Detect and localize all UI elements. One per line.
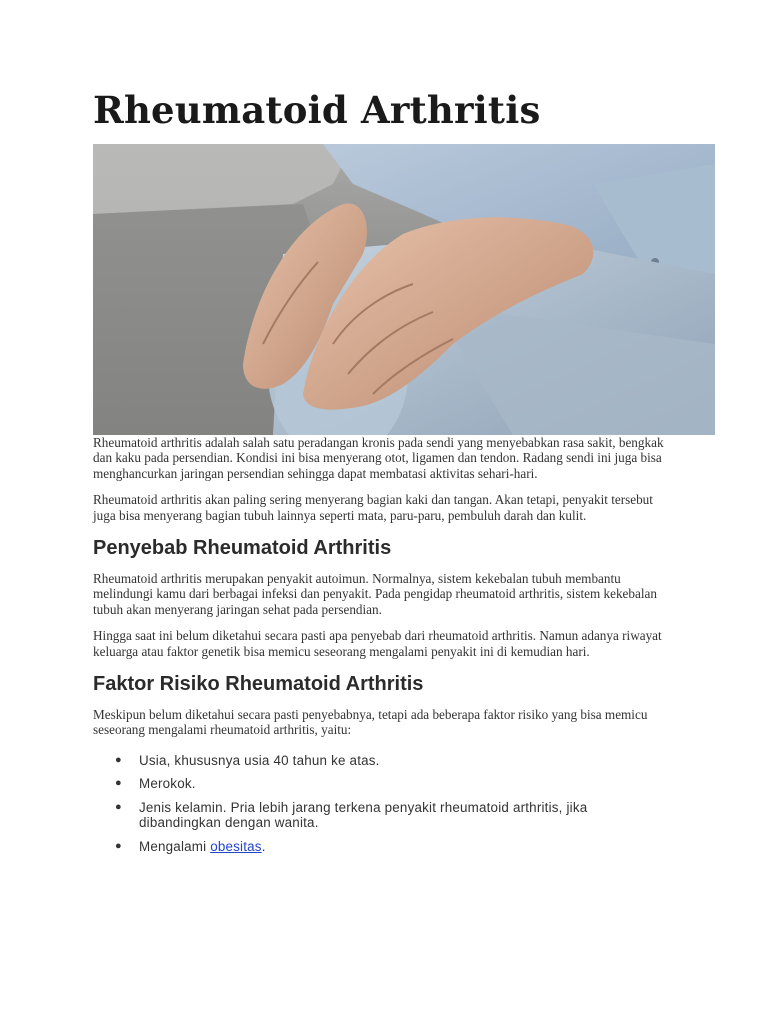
penyebab-paragraph-1: Rheumatoid arthritis merupakan penyakit autoimun. Normalnya, sistem kekebalan tubuh membantu melindungi kamu dari berbagai infeksi dan penyakit. Pada pengidap rheumatoid arthritis, sistem kekebalan tubuh akan menyerang jaringan sehat pada persendian. xyxy=(93,571,657,617)
document-page xyxy=(93,0,715,862)
knee-pain-photo xyxy=(93,144,715,435)
section-heading-faktor-risiko: Faktor Risiko Rheumatoid Arthritis xyxy=(93,673,424,696)
list-item xyxy=(93,776,659,791)
bullet-icon: ● xyxy=(115,753,122,766)
obesitas-link[interactable]: obesitas xyxy=(210,838,262,854)
list-item-text: Jenis kelamin. Pria lebih jarang terkena penyakit rheumatoid arthritis, jika dibandingkan dengan wanita. xyxy=(139,799,588,831)
list-item-text: Merokok. xyxy=(139,776,196,792)
bullet-icon: ● xyxy=(115,777,122,790)
list-item-text: Usia, khususnya usia 40 tahun ke atas. xyxy=(139,752,380,768)
section-heading-penyebab: Penyebab Rheumatoid Arthritis xyxy=(93,537,392,560)
intro-paragraph-1: Rheumatoid arthritis adalah salah satu peradangan kronis pada sendi yang menyebabkan rasa sakit, bengkak dan kaku pada persendian. Kondisi ini bisa menyerang otot, ligamen dan tendon. Radang sendi ini juga bisa menghancurkan jaringan persendian sehingga dapat membatasi aktivitas sehari-hari. xyxy=(93,435,664,481)
list-item-suffix: . xyxy=(261,838,266,854)
list-item xyxy=(93,753,659,768)
bullet-icon: ● xyxy=(115,839,122,852)
risk-factor-list xyxy=(93,753,715,854)
list-item xyxy=(93,839,659,854)
page-title: Rheumatoid Arthritis xyxy=(93,88,541,132)
bullet-icon: ● xyxy=(115,800,122,813)
intro-paragraph-2: Rheumatoid arthritis akan paling sering menyerang bagian kaki dan tangan. Akan tetapi, penyakit tersebut juga bisa menyerang bagian tubuh lainnya seperti mata, paru-paru, pembuluh darah dan kulit. xyxy=(93,492,653,523)
hero-image xyxy=(93,144,715,435)
list-item xyxy=(93,800,659,831)
penyebab-paragraph-2: Hingga saat ini belum diketahui secara pasti apa penyebab dari rheumatoid arthritis. Namun adanya riwayat keluarga atau faktor genetik bisa memicu seseorang mengalami penyakit ini di kemudian hari. xyxy=(93,628,662,659)
list-item-prefix: Mengalami xyxy=(139,838,211,854)
faktor-risiko-paragraph: Meskipun belum diketahui secara pasti penyebabnya, tetapi ada beberapa faktor risiko yang bisa memicu seseorang mengalami rheumatoid arthritis, yaitu: xyxy=(93,707,648,738)
